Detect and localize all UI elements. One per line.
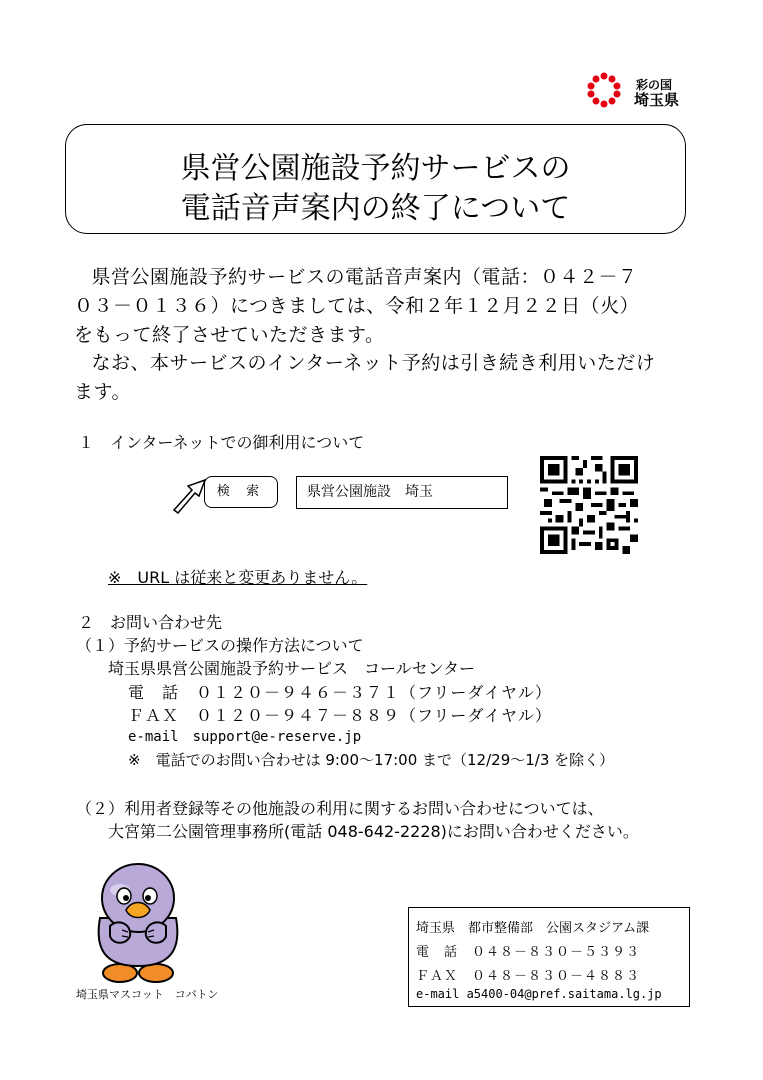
saitama-logo-icon: [584, 72, 624, 108]
search-button[interactable]: 検 索: [204, 476, 278, 508]
intro-line-3: をもって終了させていただきます。: [74, 324, 385, 346]
saitama-logo: [584, 70, 694, 110]
intro-line-5: ます。: [74, 381, 131, 403]
contact-fax: ＦＡＸ ０４８－８３０－４８８３: [416, 969, 641, 984]
contact-dept: 埼玉県 都市整備部 公園スタジアム課: [416, 921, 650, 936]
title-line-1: 県営公園施設予約サービスの: [180, 151, 571, 186]
section2-heading: ２ お問い合わせ先: [78, 613, 223, 632]
intro-line-2: ０３－０１３６）につきましては、令和２年１２月２２日（火）: [74, 295, 640, 317]
callcenter-fax: ＦＡＸ ０１２０－９４７－８８９（フリーダイヤル）: [128, 706, 552, 725]
qr-code: [540, 456, 638, 558]
kobaton-mascot-image: [88, 860, 198, 989]
logo-text-line2: 埼玉県: [634, 91, 680, 109]
section1-heading: １ インターネットでの御利用について: [78, 433, 365, 452]
url-note: ※ URL は従来と変更ありません。: [108, 568, 368, 587]
contact-box: [408, 907, 690, 1007]
callcenter-email: e-mail support@e-reserve.jp: [128, 729, 362, 745]
contact-email: e-mail a5400-04@pref.saitama.lg.jp: [416, 987, 662, 1001]
callcenter-hours: ※ 電話でのお問い合わせは 9:00～17:00 まで（12/29～1/3 を除く）: [128, 751, 615, 769]
logo-text-line1: 彩の国: [636, 78, 673, 92]
section2-sub2: （２）利用者登録等その他施設の利用に関するお問い合わせについては、: [76, 799, 604, 818]
callcenter-tel: 電 話 ０１２０－９４６－３７１（フリーダイヤル）: [128, 683, 552, 702]
intro-line-1: 県営公園施設予約サービスの電話音声案内（電話：０４２－７: [72, 266, 638, 288]
search-keyword-field: 県営公園施設 埼玉: [296, 476, 508, 509]
arrow-icon: [172, 474, 208, 518]
section2-sub1: （１）予約サービスの操作方法について: [76, 636, 364, 655]
callcenter-name: 埼玉県県営公園施設予約サービス コールセンター: [108, 659, 476, 678]
contact-tel: 電 話 ０４８－８３０－５３９３: [416, 945, 641, 960]
title-box: [65, 124, 686, 234]
section2-sub2-line2: 大宮第二公園管理事務所(電話 048-642-2228)にお問い合わせください。: [108, 822, 639, 841]
mascot-caption: 埼玉県マスコット コバトン: [76, 988, 219, 1001]
intro-line-4: なお、本サービスのインターネット予約は引き続き利用いただけ: [72, 352, 656, 374]
title-line-2: 電話音声案内の終了について: [180, 191, 571, 226]
